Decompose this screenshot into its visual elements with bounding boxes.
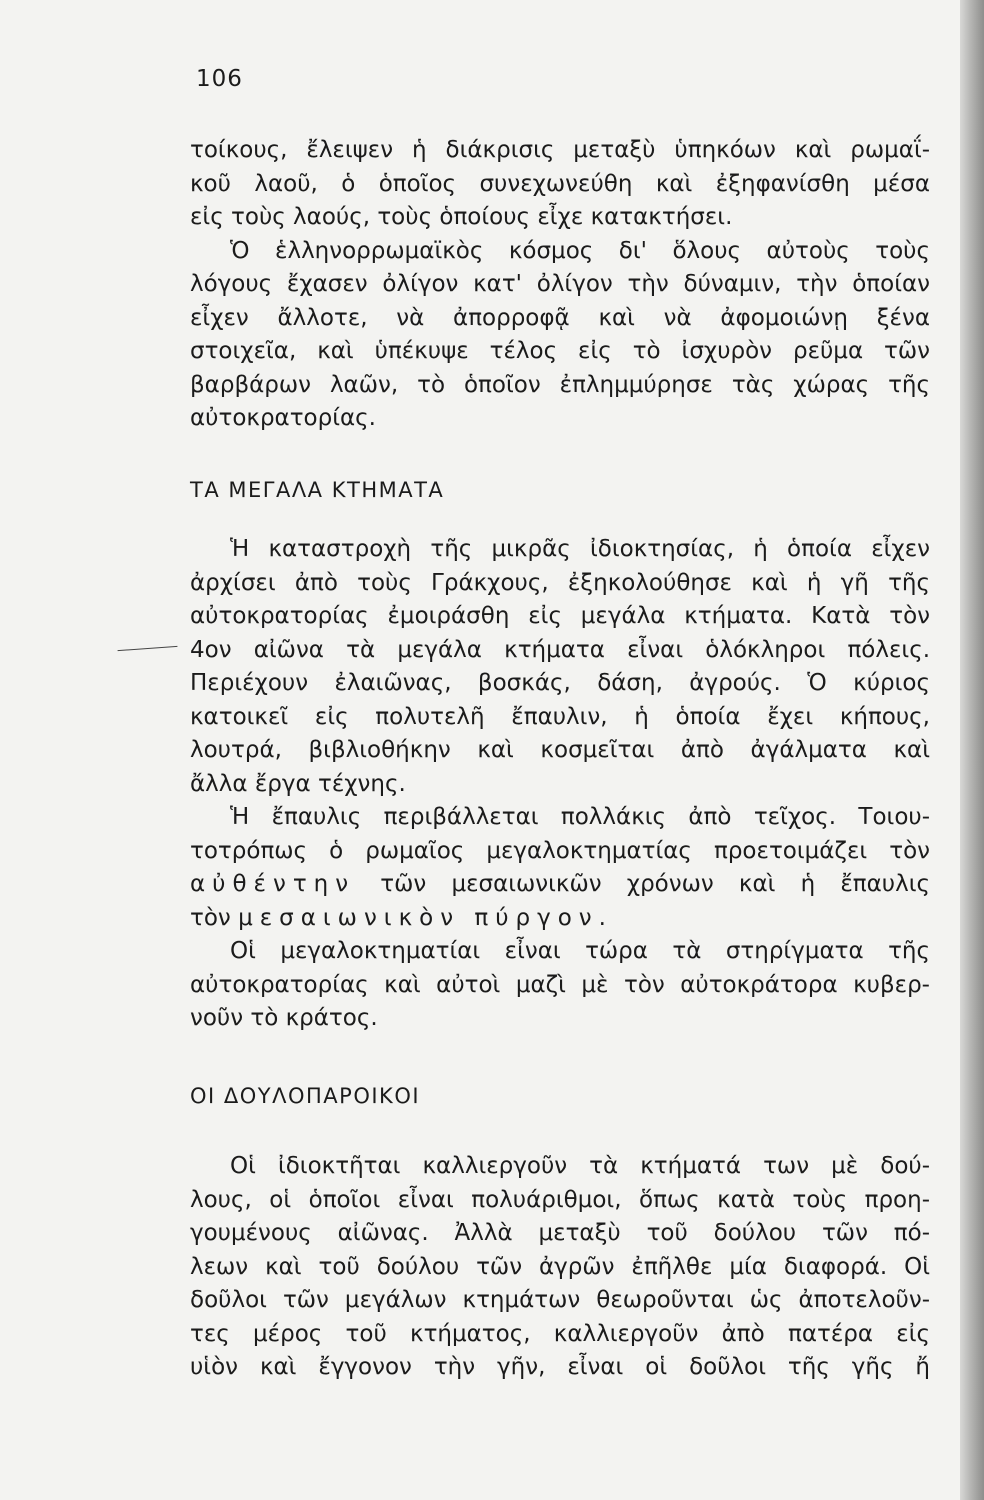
text-line [190, 868, 930, 902]
spaced-word: μεσαιωνικὸν πύργον. [238, 904, 613, 931]
text-line: Περιέχουν ἐλαιῶνας, βοσκάς, δάση, ἀγρούς. Ὁ κύριος [190, 670, 930, 696]
text-line: αὐτοκρατορίας καὶ αὐτοὶ μαζὶ μὲ τὸν αὐτοκράτορα κυβερ- [190, 971, 930, 998]
text-line: δοῦλοι τῶν μεγάλων κτημάτων θεωροῦνται ὡς ἀποτελοῦν- [190, 1287, 930, 1313]
text-line: λουτρά, βιβλιοθήκην καὶ κοσμεῖται ἀπὸ ἀγάλματα καὶ [190, 737, 930, 763]
text-line: λους, οἱ ὁποῖοι εἶναι πολυάριθμοι, ὅπως κατὰ τοὺς προη- [190, 1186, 930, 1213]
text-line: Ὁ ἑλληνορρωμαϊκὸς κόσμος δι' ὅλους αὐτοὺς τοὺς [230, 237, 930, 264]
section-2-text [190, 533, 930, 1036]
section-heading-megala-ktimata: ΤΑ ΜΕΓΑΛΑ ΚΤΗΜΑΤΑ [190, 478, 445, 502]
section-3-text [190, 1150, 930, 1385]
text-line: Οἱ ἰδιοκτῆται καλλιεργοῦν τὰ κτήματά των μὲ δού- [230, 1153, 930, 1179]
text-line: τες μέρος τοῦ κτήματος, καλλιεργοῦν ἀπὸ πατέρα εἰς [190, 1320, 930, 1347]
book-spine-shadow [960, 0, 984, 1500]
text-line: 4ον αἰῶνα τὰ μεγάλα κτήματα εἶναι ὁλόκληροι πόλεις. [190, 636, 930, 663]
text-line [190, 902, 930, 936]
text-line: Οἱ μεγαλοκτηματίαι εἶναι τώρα τὰ στηρίγματα τῆς [230, 938, 930, 964]
spaced-word: αὐθέντην [190, 871, 356, 897]
text-line: εἶχεν ἄλλοτε, νὰ ἀπορροφᾷ καὶ νὰ ἀφομοιώνῃ ξένα [190, 304, 930, 331]
text-line: νοῦν τὸ κράτος. [190, 1005, 378, 1031]
text-line: τοίκους, ἔλειψεν ἡ διάκρισις μεταξὺ ὑπηκόων καὶ ρωμαΐ- [190, 137, 930, 163]
text-line: ἀρχίσει ἀπὸ τοὺς Γράκχους, ἐξηκολούθησε καὶ ἡ γῆ τῆς [190, 569, 930, 596]
text-line: Ἡ καταστροχὴ τῆς μικρᾶς ἰδιοκτησίας, ἡ ὁποία εἶχεν [230, 536, 930, 562]
text-line: αὐτοκρατορίας. [190, 405, 376, 431]
text-line: κατοικεῖ εἰς πολυτελῆ ἔπαυλιν, ἡ ὁποία ἔχει κήπους, [190, 703, 930, 730]
text-line: γουμένους αἰῶνας. Ἀλλὰ μεταξὺ τοῦ δούλου τῶν πό- [190, 1220, 930, 1246]
text-line: τοτρόπως ὁ ρωμαῖος μεγαλοκτηματίας προετοιμάζει τὸν [190, 837, 930, 864]
line-prefix: τὸν [190, 904, 231, 931]
text-line: λεων καὶ τοῦ δούλου τῶν ἀγρῶν ἐπῆλθε μία διαφορά. Οἱ [190, 1253, 930, 1280]
text-line: στοιχεῖα, καὶ ὑπέκυψε τέλος εἰς τὸ ἰσχυρὸν ρεῦμα τῶν [190, 338, 930, 364]
text-line: ἄλλα ἔργα τέχνης. [190, 770, 406, 797]
page-number: 106 [196, 66, 243, 92]
text-line: κοῦ λαοῦ, ὁ ὁποῖος συνεχωνεύθη καὶ ἐξηφανίσθη μέσα [190, 170, 930, 197]
section-heading-douloparoikoi: ΟΙ ΔΟΥΛΟΠΑΡΟΙΚΟΙ [190, 1084, 421, 1108]
section-1-text [190, 134, 930, 436]
text-line: υἱὸν καὶ ἔγγονον τὴν γῆν, εἶναι οἱ δοῦλοι τῆς γῆς ἤ [190, 1354, 930, 1380]
text-line: εἰς τοὺς λαούς, τοὺς ὁποίους εἶχε κατακτήσει. [190, 204, 733, 230]
text-line: Ἡ ἔπαυλις περιβάλλεται πολλάκις ἀπὸ τεῖχος. Τοιου- [230, 804, 930, 830]
text-line: βαρβάρων λαῶν, τὸ ὁποῖον ἐπλημμύρησε τὰς χώρας τῆς [190, 371, 930, 398]
text-line: αὐτοκρατορίας ἐμοιράσθη εἰς μεγάλα κτήματα. Κατὰ τὸν [190, 603, 930, 629]
text-line: λόγους ἔχασεν ὀλίγον κατ' ὀλίγον τὴν δύναμιν, τὴν ὁποίαν [190, 271, 930, 297]
line-rest: τῶν μεσαιωνικῶν χρόνων καὶ ἡ ἔπαυλις [380, 871, 931, 897]
